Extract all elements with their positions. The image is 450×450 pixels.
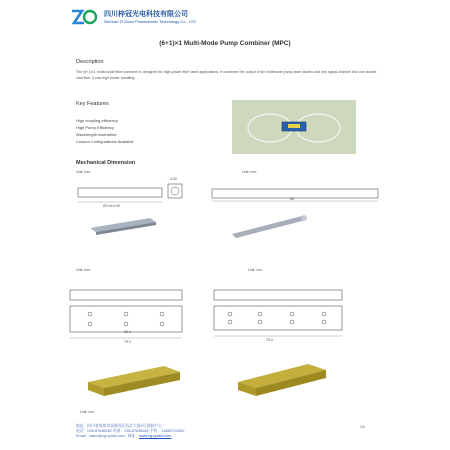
features-list [76,117,134,145]
drawing-label: Unit: mm [76,268,91,272]
dimension-label: 75.0 [266,338,273,342]
email-label: Email： [76,434,90,438]
product-photo [232,100,356,154]
unit-note: Unit: mm [80,410,95,414]
dimension-label: 75.0 [124,340,131,344]
features-heading: Key Features [76,101,109,107]
footer-address: 地址：四川省成都市高新西区西芯大道4号创新中心 [76,424,162,428]
render-gold-block [236,360,328,396]
page-number: 1/2 [360,425,365,429]
drawing-label: Unit: mm [242,170,257,174]
dimension-label: 86 [290,197,294,201]
drawing-plate-6-holes [68,284,198,344]
drawing-plate-8-holes [212,284,362,344]
footer-web [76,434,185,439]
email-link[interactable]: sales@zg-optics.com [89,434,126,438]
feature-item: High coupling efficiency [76,118,118,123]
drawing-label: Unit: mm [76,170,91,174]
footer-contact [76,424,185,439]
drawing-label: Unit: mm [248,268,263,272]
company-name-cn: 四川梓冠光电科技有限公司 [104,10,188,18]
company-logo [70,7,98,27]
dimension-label: Ø4.6±0.05 [103,204,120,208]
render-gold-block [86,362,182,396]
website-link[interactable]: www.zg-optics.com [138,434,172,438]
mechanical-heading: Mechanical Dimension [76,160,136,166]
feature-item: High Pump Efficiency [76,125,114,130]
description-heading: Description [76,59,104,65]
dimension-label: 55.0 [124,330,131,334]
drawing-round-rod [210,185,380,203]
description-text: The (6+1)×1 multi-mode fiber combiner is designed for high-power fiber laser applications. It combines the output of six multimode pump laser diodes and one signal channel into one double clad fiber. It has high power handling. [76,70,377,80]
company-name-en: Sichuan Zi Guan Photoelectric Technology Co., LTD [104,19,197,24]
render-round-rod [228,212,310,240]
footer-phone: 电话：028-87838282 传真：028-87838282 手机：13880722892 [76,429,185,433]
dimension-label: 4.00 [170,177,177,181]
drawing-square-rod [76,180,186,210]
url-label: 网址： [127,434,139,438]
feature-item: Custom Configurations Available [76,139,134,144]
page-title: (6+1)×1 Multi-Mode Pump Combiner (MPC) [159,40,291,47]
render-square-rod [88,214,158,236]
feature-item: Wavelength insensitive [76,132,117,137]
